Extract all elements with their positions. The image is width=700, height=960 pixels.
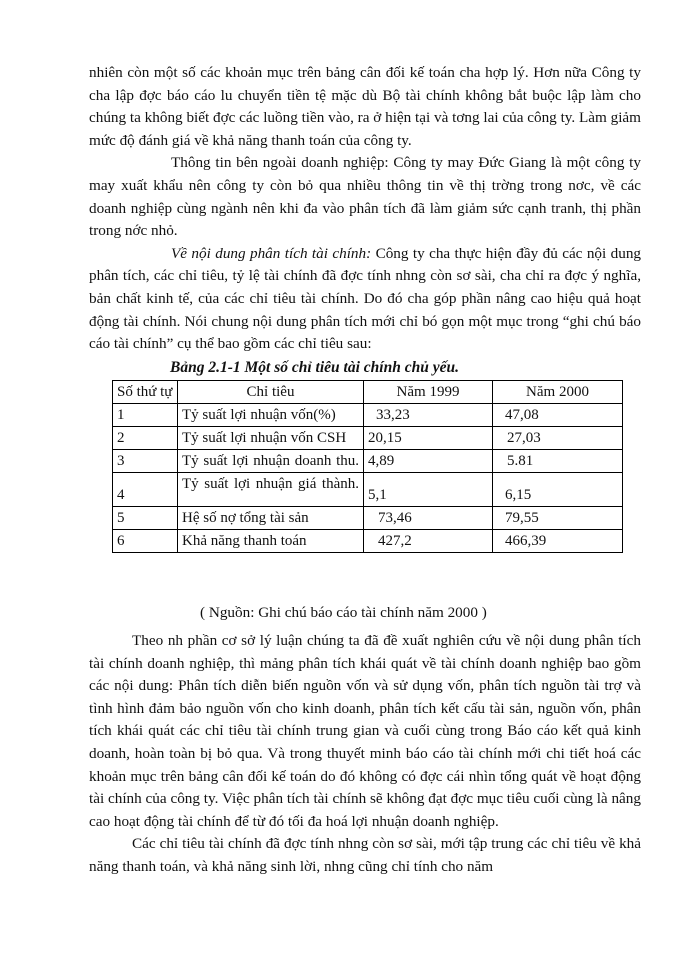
cell-value-1999: 4,89 (364, 450, 493, 473)
cell-value-1999: 427,2 (364, 530, 493, 553)
paragraph-analysis-text: Công ty cha thực hiện đầy đủ các nội dung phân tích, các chỉ tiêu, tỷ lệ tài chính đã đợc tính nhng còn sơ sài, cha chỉ ra đợc ý nghĩa, bản chất kinh tế, của các chỉ tiêu tài chính. Do đó cha góp phần nâng cao hiệu quả hoạt động tài chính. Nói chung nội dung phân tích mới chỉ bó gọn một mục trong “ghi chú báo cáo tài chính” cụ thể bao gồm các chỉ tiêu sau: (89, 244, 642, 353)
paragraph-analysis-content (89, 243, 641, 356)
cell-value-1999: 5,1 (364, 473, 493, 507)
header-cell-index: Số thứ tự (113, 381, 178, 404)
cell-indicator: Tỷ suất lợi nhuận vốn(%) (178, 404, 364, 427)
table-caption: Bảng 2.1-1 Một số chỉ tiêu tài chính chủ yếu. (170, 359, 459, 376)
cell-value-1999: 20,15 (364, 427, 493, 450)
cell-index: 2 (113, 427, 178, 450)
cell-indicator (178, 450, 364, 473)
cell-indicator-text: Tỷ suất lợi nhuận doanh thu. (182, 453, 359, 469)
cell-indicator: Tỷ suất lợi nhuận vốn CSH (178, 427, 364, 450)
paragraph-indicators: Các chỉ tiêu tài chính đã đợc tính nhng còn sơ sài, mới tập trung các chỉ tiêu về khả năng thanh toán, và khả năng sinh lời, nhng cũng chỉ tính cho năm (89, 835, 641, 875)
financial-indicators-table (112, 380, 623, 553)
cell-index: 6 (113, 530, 178, 553)
table-row (113, 427, 623, 450)
cell-value-2000: 6,15 (493, 473, 623, 507)
cell-value-1999: 73,46 (364, 507, 493, 530)
cell-indicator: Khả năng thanh toán (178, 530, 364, 553)
table-header-row (113, 381, 623, 404)
table-source-note: ( Nguồn: Ghi chú báo cáo tài chính năm 2000 ) (200, 604, 487, 621)
paragraph-framework: Theo nh phần cơ sở lý luận chúng ta đã đề xuất nghiên cứu về nội dung phân tích tài chính doanh nghiệp, thì mảng phân tích khái quát về tài chính doanh nghiệp bao gồm các nội dung: Phân tích diễn biến nguồn vốn và sử dụng vốn, phân tích nguồn tài trợ và tình hình đảm bảo nguồn vốn cho kinh doanh, phân tích kết cấu tài sản, nguồn vốn, phân tích khái quát các chỉ tiêu tài chính trung gian và cuối cùng trong Báo cáo kết quả kinh doanh, hoàn toàn bị bỏ qua. Và trong thuyết minh báo cáo tài chính mới chi tiết hoá các khoản mục trên bảng cân đối kế toán do đó không có đợc cái nhìn tổng quát về hoạt động tài chính của công ty. Việc phân tích tài chính sẽ không đạt đợc mục tiêu cuối cùng là nâng cao hoạt động tài chính để từ đó tối đa hoá lợi nhuận doanh nghiệp. (89, 632, 641, 830)
table-row (113, 404, 623, 427)
table-row (113, 530, 623, 553)
paragraph-continuation: nhiên còn một số các khoản mục trên bảng cân đối kế toán cha hợp lý. Hơn nữa Công ty cha lập đợc báo cáo lu chuyển tiền tệ mặc dù Bộ tài chính không bắt buộc lập làm cho chúng ta không biết đợc các luồng tiền vào, ra ở hiện tại và tơng lai của công ty. Làm giảm mức độ đánh giá về khả năng thanh toán của công ty. (89, 64, 641, 149)
cell-value-2000: 47,08 (493, 404, 623, 427)
cell-value-2000: 79,55 (493, 507, 623, 530)
body-text-top (89, 62, 641, 356)
paragraph-external-info: Thông tin bên ngoài doanh nghiệp: Công ty may Đức Giang là một công ty may xuất khẩu nên công ty còn bỏ qua nhiều thông tin về thị trờng trong nơc, về các doanh nghiệp cùng ngành nên khi đa vào phân tích đã làm giảm sức cạnh tranh, thị phần trong nớc nhỏ. (89, 154, 641, 240)
header-cell-indicator: Chỉ tiêu (178, 381, 364, 404)
cell-indicator: Hệ số nợ tổng tài sản (178, 507, 364, 530)
table-row (113, 473, 623, 507)
cell-value-2000: 27,03 (493, 427, 623, 450)
header-cell-2000: Năm 2000 (493, 381, 623, 404)
cell-value-1999: 33,23 (364, 404, 493, 427)
cell-value-2000: 5.81 (493, 450, 623, 473)
cell-value-2000: 466,39 (493, 530, 623, 553)
cell-indicator-text: Tỷ suất lợi nhuận giá thành. (182, 476, 359, 492)
table-row (113, 507, 623, 530)
cell-index: 3 (113, 450, 178, 473)
cell-index: 4 (113, 473, 178, 507)
body-text-bottom (89, 630, 641, 879)
cell-index: 1 (113, 404, 178, 427)
cell-indicator (178, 473, 364, 507)
header-cell-1999: Năm 1999 (364, 381, 493, 404)
paragraph-lead-italic: Về nội dung phân tích tài chính: (171, 244, 372, 262)
table-row (113, 450, 623, 473)
cell-index: 5 (113, 507, 178, 530)
